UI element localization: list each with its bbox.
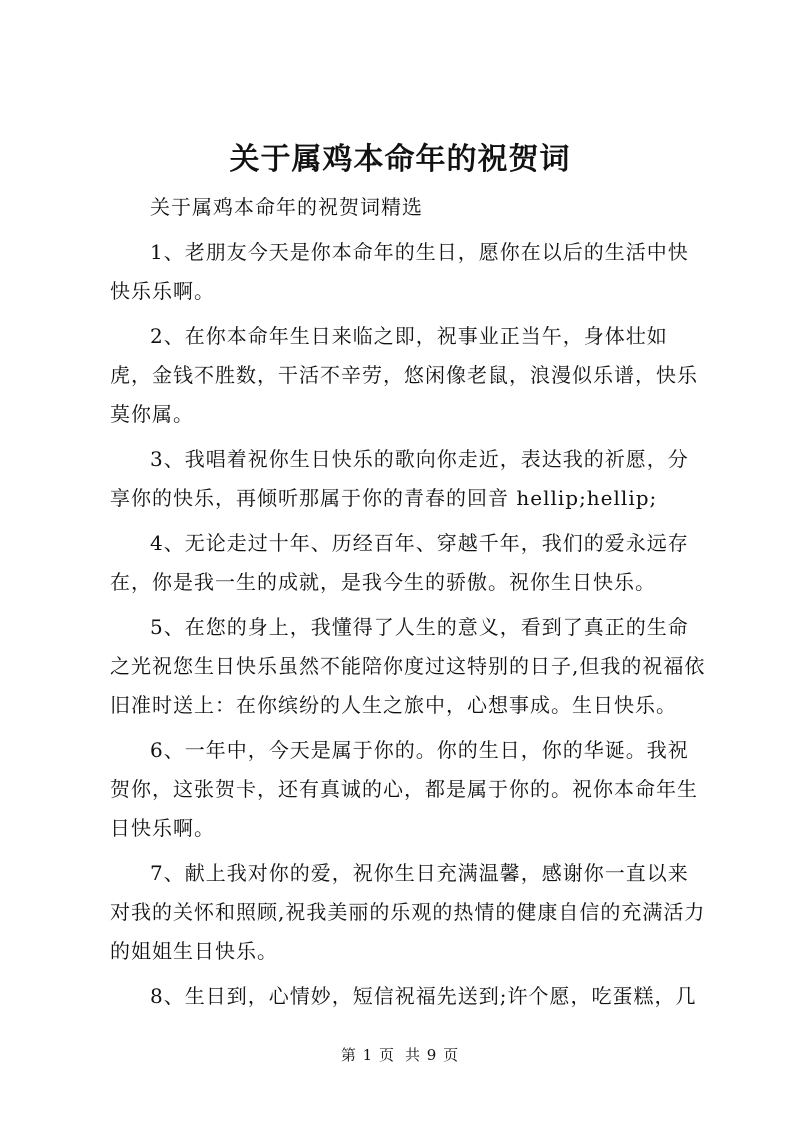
paragraph-8: 8、生日到，心情妙，短信祝福先送到;许个愿，吃蛋糕，几 [150,984,697,1008]
page-total: 共 9 页 [405,1046,460,1064]
paragraph-6: 6、一年中，今天是属于你的。你的生日，你的华诞。我祝贺你，这张贺卡，还有真诚的心，都是属于你的。祝你本命年生日快乐啊。 [110,738,698,840]
paragraph-5: 5、在您的身上，我懂得了人生的意义，看到了真正的生命之光祝您生日快乐虽然不能陪你度过这特别的日子,但我的祝福依旧准时送上：在你缤纷的人生之旅中，心想事成。生日快乐。 [110,615,706,717]
paragraph-2: 2、在你本命年生日来临之即，祝事业正当午，身体壮如虎，金钱不胜数，干活不辛劳，悠闲像老鼠，浪漫似乐谱，快乐莫你属。 [110,324,698,426]
paragraph-1: 1、老朋友今天是你本命年的生日，愿你在以后的生活中快快乐乐啊。 [110,240,689,303]
document-body [110,188,706,1022]
page-footer [0,1044,800,1065]
document-title: 关于属鸡本命年的祝贺词 [229,142,571,177]
paragraph-3: 3、我唱着祝你生日快乐的歌向你走近，表达我的祈愿，分享你的快乐，再倾听那属于你的青春的回音 hellip;hellip; [110,447,689,510]
paragraph-4: 4、无论走过十年、历经百年、穿越千年，我们的爱永远存在，你是我一生的成就，是我今生的骄傲。祝你生日快乐。 [110,531,689,594]
page-number: 第 1 页 [340,1046,395,1064]
paragraph-intro: 关于属鸡本命年的祝贺词精选 [150,195,423,219]
paragraph-7: 7、献上我对你的爱，祝你生日充满温馨，感谢你一直以来对我的关怀和照顾,祝我美丽的乐观的热情的健康自信的充满活力的姐姐生日快乐。 [110,861,706,963]
